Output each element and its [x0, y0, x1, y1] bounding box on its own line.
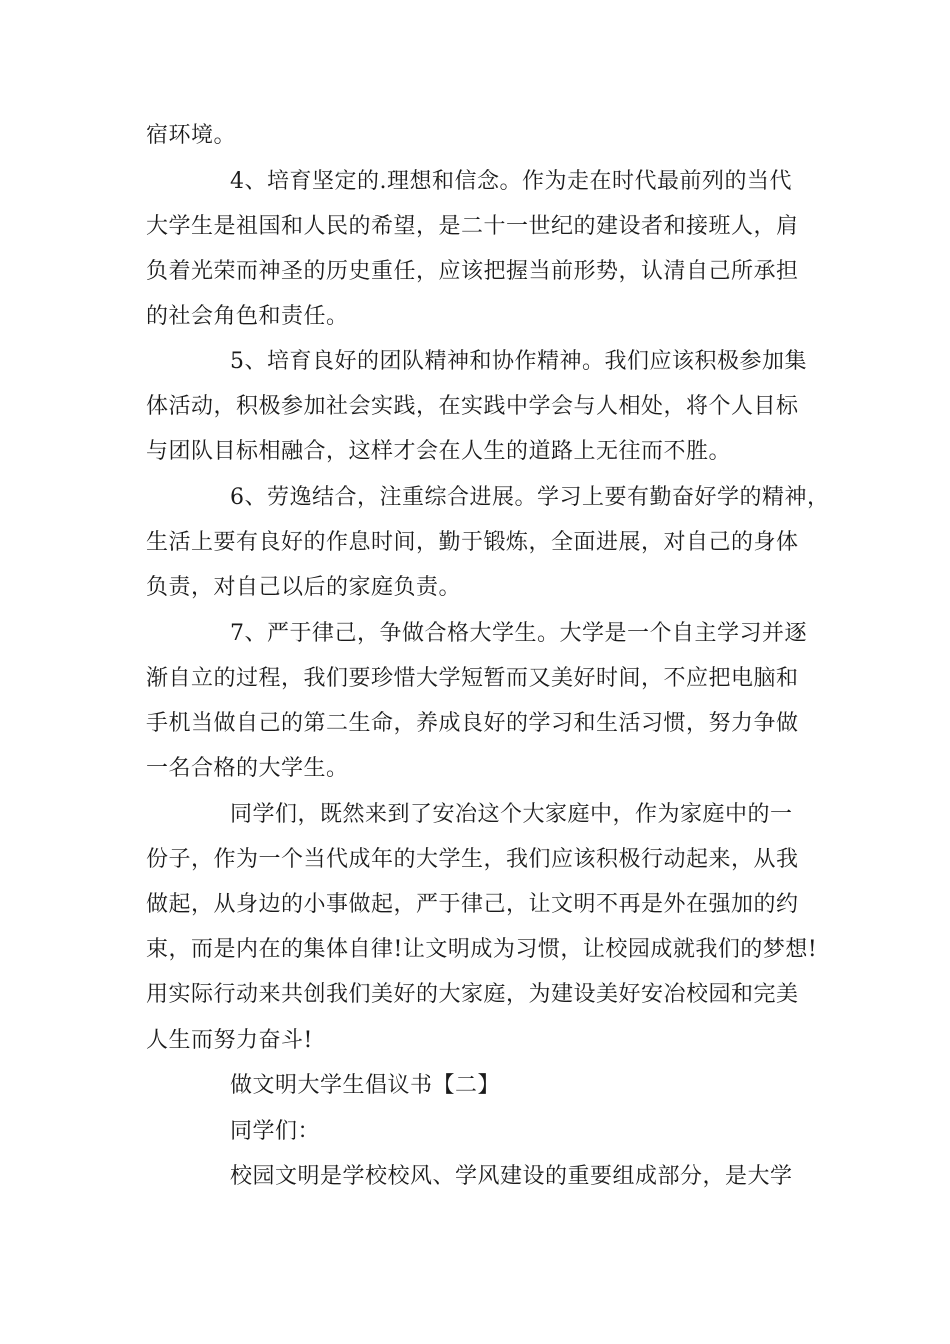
text-line: 渐自立的过程，我们要珍惜大学短暂而又美好时间，不应把电脑和	[146, 666, 799, 691]
text-line: 与团队目标相融合，这样才会在人生的道路上无往而不胜。	[146, 439, 732, 464]
section-heading: 做文明大学生倡议书【二】	[230, 1073, 501, 1098]
text-line: 一名合格的大学生。	[146, 756, 349, 781]
text-line: 体活动，积极参加社会实践，在实践中学会与人相处，将个人目标	[146, 394, 799, 419]
salutation: 同学们：	[230, 1119, 321, 1144]
text-line: 生活上要有良好的作息时间，勤于锻炼，全面进展，对自己的身体	[146, 530, 799, 555]
text-line: 校园文明是学校校风、学风建设的重要组成部分，是大学	[230, 1164, 793, 1189]
text-line: 手机当做自己的第二生命，养成良好的学习和生活习惯，努力争做	[146, 711, 799, 736]
text-line: 大学生是祖国和人民的希望，是二十一世纪的建设者和接班人，肩	[146, 214, 799, 239]
text-line: 负着光荣而神圣的历史重任，应该把握当前形势，认清自己所承担	[146, 259, 799, 284]
text-line: 做起，从身边的小事做起，严于律己，让文明不再是外在强加的约	[146, 892, 799, 917]
text-line: 5、培育良好的团队精神和协作精神。我们应该积极参加集	[230, 349, 807, 374]
text-line: 同学们，既然来到了安冶这个大家庭中，作为家庭中的一	[230, 802, 793, 827]
text-line: 宿环境。	[146, 123, 237, 148]
text-line: 负责，对自己以后的家庭负责。	[146, 575, 462, 600]
text-line: 用实际行动来共创我们美好的大家庭，为建设美好安冶校园和完美	[146, 982, 799, 1007]
text-line: 份子，作为一个当代成年的大学生，我们应该积极行动起来，从我	[146, 847, 799, 872]
text-line: 4、培育坚定的.理想和信念。作为走在时代最前列的当代	[230, 169, 792, 194]
text-line: 束，而是内在的集体自律!让文明成为习惯，让校园成就我们的梦想!	[146, 937, 818, 962]
text-line: 6、劳逸结合，注重综合进展。学习上要有勤奋好学的精神，	[230, 485, 830, 510]
text-line: 7、严于律己，争做合格大学生。大学是一个自主学习并逐	[230, 621, 807, 646]
text-line: 人生而努力奋斗!	[146, 1028, 313, 1053]
text-line: 的社会角色和责任。	[146, 304, 349, 329]
